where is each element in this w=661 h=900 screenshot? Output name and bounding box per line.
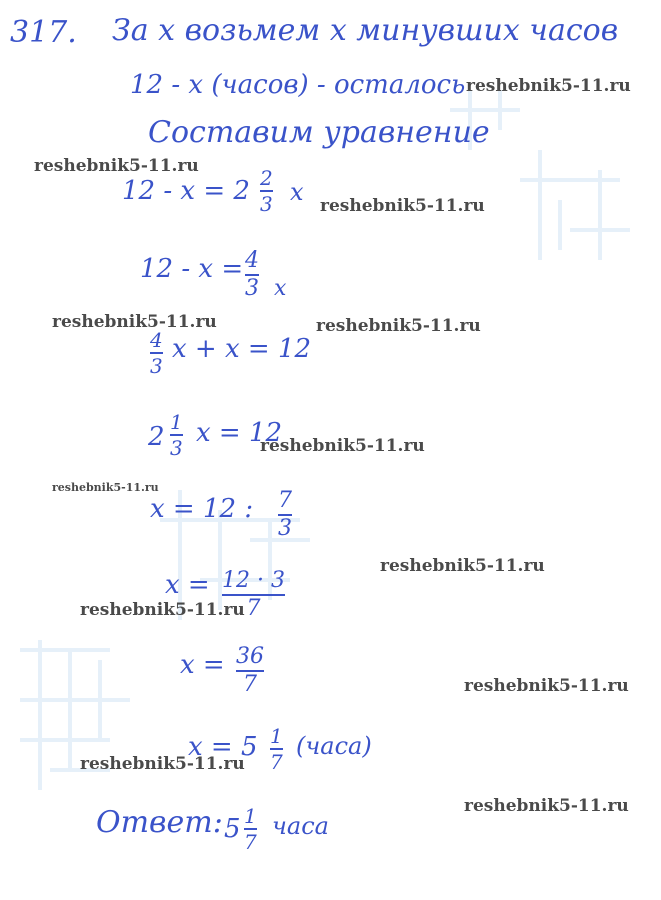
fraction-numerator: 4 (245, 248, 259, 273)
answer-label: Ответ: (96, 805, 223, 840)
equation-2-left: 12 - x = (140, 254, 244, 284)
equation-4-whole: 2 (148, 422, 165, 452)
fraction-denominator: 3 (245, 276, 259, 301)
watermark: reshebnik5-11.ru (34, 156, 199, 176)
fraction-numerator: 12 · 3 (222, 568, 285, 593)
watermark: reshebnik5-11.ru (464, 676, 629, 696)
answer-whole: 5 (224, 814, 241, 844)
fraction-denominator: 7 (270, 750, 283, 774)
equation-4-fraction (170, 412, 183, 458)
equation-8-unit: (часа) (296, 732, 372, 760)
compose-heading: Составим уравнение (148, 115, 490, 150)
fraction-denominator: 3 (278, 516, 292, 541)
watermark: reshebnik5-11.ru (466, 76, 631, 96)
equation-1-variable: x (290, 178, 304, 206)
watermark: reshebnik5-11.ru (52, 312, 217, 332)
answer-unit: часа (272, 812, 329, 840)
equation-1-fraction (260, 168, 273, 214)
equation-2-fraction (245, 250, 259, 300)
intro-line: За x возьмем x минувших часов (112, 13, 619, 48)
problem-number: 317. (10, 15, 77, 50)
fraction-denominator: 3 (150, 354, 163, 378)
fraction-numerator: 7 (278, 488, 292, 513)
equation-3-rest: x + x = 12 (172, 334, 312, 364)
equation-5-left: x = 12 : (150, 494, 254, 524)
watermark: reshebnik5-11.ru (316, 316, 481, 336)
answer-fraction (244, 806, 257, 852)
equation-6-left: x = (165, 570, 210, 600)
remaining-line: 12 - x (часов) - осталось (130, 70, 466, 100)
watermark: reshebnik5-11.ru (380, 556, 545, 576)
watermark: reshebnik5-11.ru (320, 196, 485, 216)
equation-3-fraction (150, 330, 163, 376)
equation-8-fraction (270, 726, 283, 772)
watermark: reshebnik5-11.ru (80, 600, 245, 620)
fraction-numerator: 1 (244, 804, 257, 828)
fraction-numerator: 36 (236, 644, 264, 669)
watermark: reshebnik5-11.ru (260, 436, 425, 456)
watermark: reshebnik5-11.ru (464, 796, 629, 816)
watermark: reshebnik5-11.ru (52, 481, 159, 494)
equation-2-variable: x (274, 276, 287, 301)
fraction-denominator: 7 (243, 672, 257, 697)
fraction-numerator: 4 (150, 328, 163, 352)
fraction-denominator: 3 (170, 436, 183, 460)
equation-8-left: x = 5 (188, 732, 258, 762)
equation-4-rest: x = 12 (196, 418, 283, 448)
fraction-denominator: 3 (260, 192, 273, 216)
watermark: reshebnik5-11.ru (80, 754, 245, 774)
fraction-numerator: 1 (170, 410, 183, 434)
fraction-numerator: 1 (270, 724, 283, 748)
equation-7-fraction (236, 646, 264, 696)
equation-1-left: 12 - x = 2 (122, 176, 250, 206)
fraction-denominator: 7 (246, 596, 261, 621)
fraction-denominator: 7 (244, 830, 257, 854)
equation-5-fraction (278, 490, 292, 540)
equation-7-left: x = (180, 650, 225, 680)
fraction-numerator: 2 (260, 166, 273, 190)
